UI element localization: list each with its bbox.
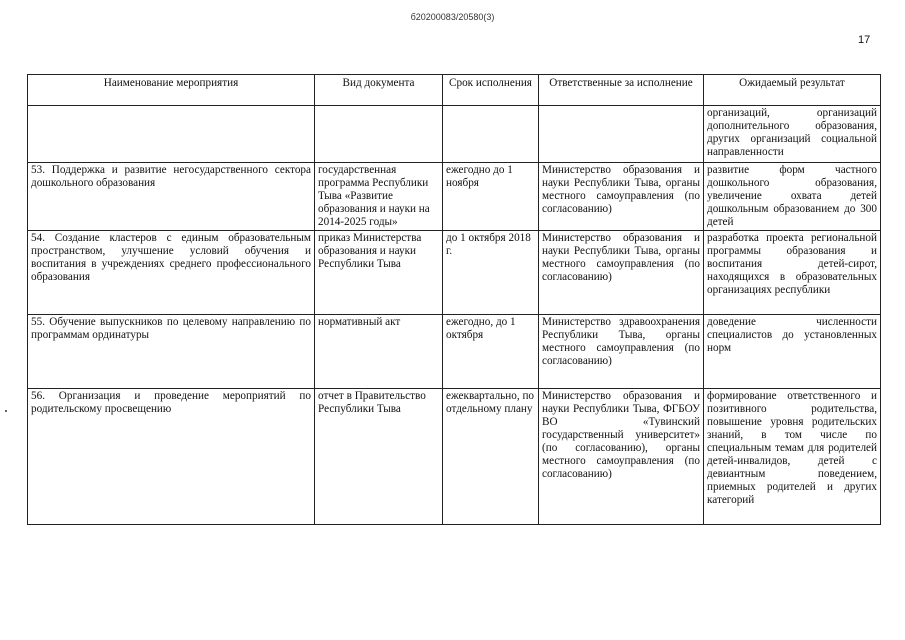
cell-result: формирование ответственного и позитивного родительства, повышение уровня родительских знаний, в том числе по специальным темам для родителей детей-инвалидов, детей с девиантным поведением, приемных родителей и других категорий — [704, 389, 881, 525]
cell-result: доведение численности специалистов до установленных норм — [704, 315, 881, 389]
cell-responsible: Министерство образования и науки Республики Тыва, органы местного самоуправления (по согласованию) — [539, 231, 704, 315]
cell-deadline: ежегодно, до 1 октября — [443, 315, 539, 389]
cell-deadline: до 1 октября 2018 г. — [443, 231, 539, 315]
cell-deadline: ежегодно до 1 ноября — [443, 163, 539, 231]
table-row — [28, 389, 881, 525]
header-doc-type: Вид документа — [315, 75, 443, 106]
header-result: Ожидаемый результат — [704, 75, 881, 106]
cell-doc-type: приказ Министерства образования и науки Республики Тыва — [315, 231, 443, 315]
table-row — [28, 231, 881, 315]
cell-result: развитие форм частного дошкольного образования, увеличение охвата детей дошкольным образованием до 300 детей — [704, 163, 881, 231]
cell-responsible: Министерство образования и науки Республики Тыва, ФГБОУ ВО «Тувинский государственный университет» (по согласованию), органы местного самоуправления (по согласованию) — [539, 389, 704, 525]
cell-result: разработка проекта региональной программы образования и воспитания детей-сирот, находящихся в образовательных организациях республики — [704, 231, 881, 315]
cell-name: 56. Организация и проведение мероприятий по родительскому просвещению — [28, 389, 315, 525]
cell-doc-type: отчет в Правительство Республики Тыва — [315, 389, 443, 525]
cell-name: 55. Обучение выпускников по целевому направлению по программам ординатуры — [28, 315, 315, 389]
scan-mark — [5, 410, 7, 412]
cell-responsible: Министерство здравоохранения Республики Тыва, органы местного самоуправления (по согласованию) — [539, 315, 704, 389]
cell-doc-type: нормативный акт — [315, 315, 443, 389]
cell-doc-type — [315, 106, 443, 163]
header-deadline: Срок исполнения — [443, 75, 539, 106]
document-id: б20200083/20580(3) — [410, 12, 495, 22]
measures-table — [27, 74, 881, 525]
cell-responsible — [539, 106, 704, 163]
cell-name — [28, 106, 315, 163]
table-row — [28, 106, 881, 163]
table-row — [28, 163, 881, 231]
cell-responsible: Министерство образования и науки Республики Тыва, органы местного самоуправления (по согласованию) — [539, 163, 704, 231]
table-header-row — [28, 75, 881, 106]
cell-doc-type: государственная программа Республики Тыва «Развитие образования и науки на 2014-2025 годы» — [315, 163, 443, 231]
header-name: Наименование мероприятия — [28, 75, 315, 106]
cell-name: 53. Поддержка и развитие негосударственного сектора дошкольного образования — [28, 163, 315, 231]
page-number: 17 — [858, 34, 871, 46]
table-row — [28, 315, 881, 389]
header-responsible: Ответственные за исполнение — [539, 75, 704, 106]
cell-deadline: ежеквартально, по отдельному плану — [443, 389, 539, 525]
cell-deadline — [443, 106, 539, 163]
cell-name: 54. Создание кластеров с единым образовательным пространством, улучшение условий обучения и воспитания в учреждениях среднего профессионального образования — [28, 231, 315, 315]
cell-result: организаций, организаций дополнительного образования, других организаций социальной направленности — [704, 106, 881, 163]
